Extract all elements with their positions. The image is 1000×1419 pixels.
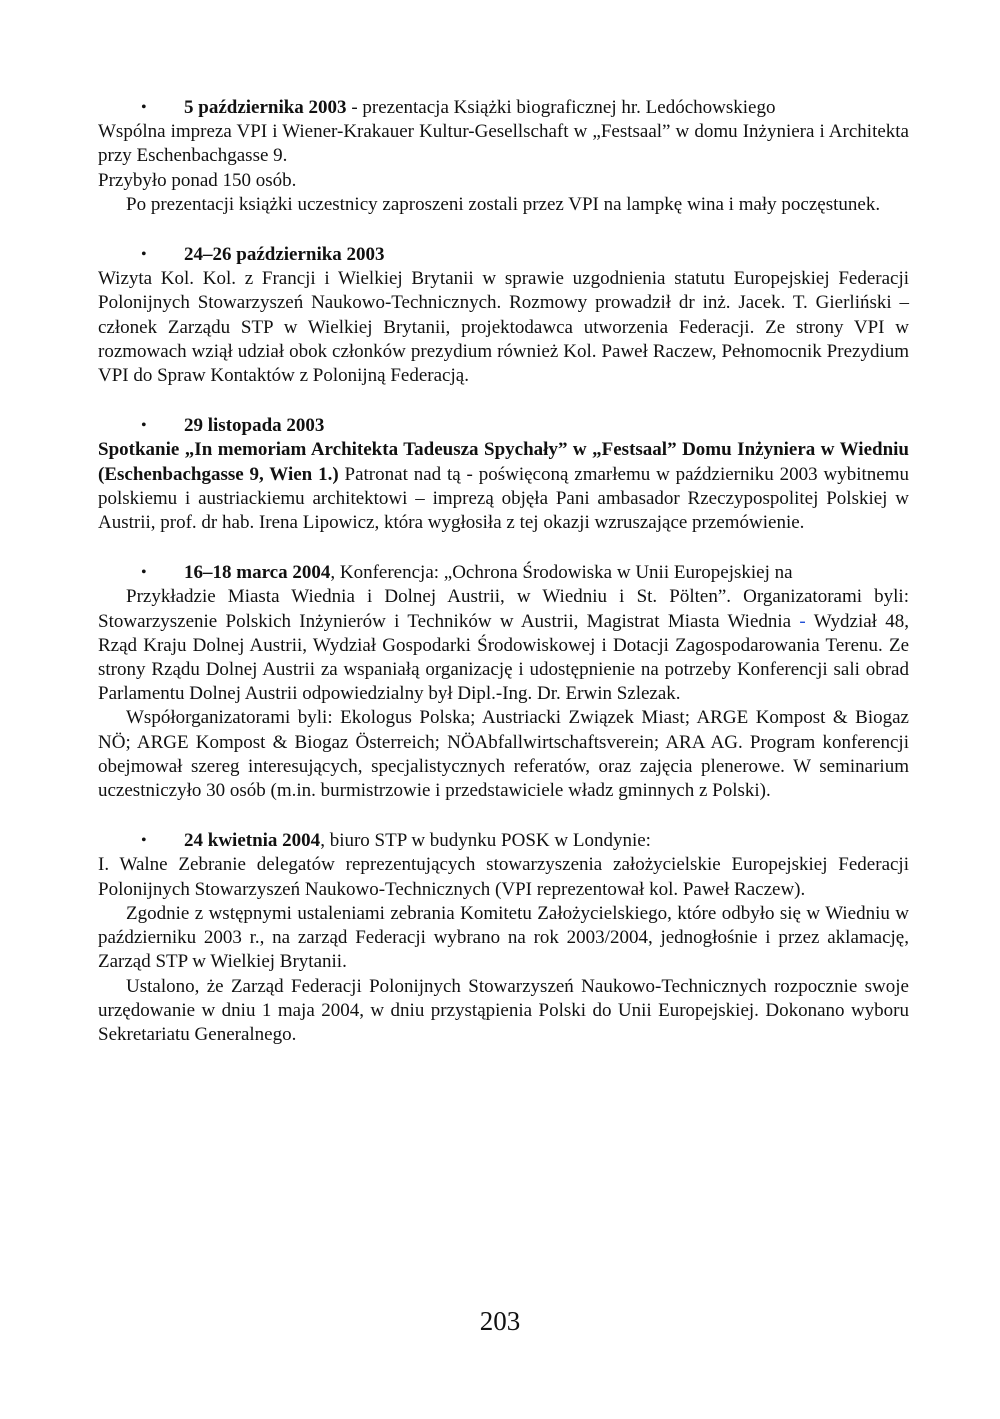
event-date: 24 kwietnia 2004 — [184, 830, 321, 852]
event-title: Spotkanie „In memoriam Architekta Tadeusza Spychały” w „Festsaal” Domu Inżyniera w Wiedniu (Eschenbachgasse 9, Wien 1.) — [98, 439, 909, 485]
event-heading — [98, 243, 909, 267]
paragraph: Wizyta Kol. Kol. z Francji i Wielkiej Brytanii w sprawie uzgodnienia statutu Europejskiej Federacji Polonijnych Stowarzyszeń Naukowo-Technicznych. Rozmowy prowadził dr inż. Jacek. T. Gierliński – członek Zarządu STP w Wielkiej Brytanii, projektodawca utworzenia Federacji. Ze strony VPI w rozmowach wziął udział obok członków prezydium również Kol. Paweł Raczew, Pełnomocnik Prezydium VPI do Spraw Kontaktów z Polonijną Federacją. — [98, 268, 909, 387]
paragraph — [98, 438, 909, 535]
event-heading — [98, 414, 909, 438]
bullet-icon: • — [141, 417, 147, 435]
paragraph-text: Przykładzie Miasta Wiednia i Dolnej Austrii, w Wiedniu i St. Pölten”. Organizatorami byli: Stowarzyszenie Polskich Inżynierów i Techników w Austrii, Magistrat Miasta Wiednia — [98, 586, 909, 632]
paragraph: Ustalono, że Zarząd Federacji Polonijnych Stowarzyszeń Naukowo-Technicznych rozpocznie swoje urzędowanie w dniu 1 maja 2004, w dniu przystąpienia Polski do Unii Europejskiej. Dokonano wyboru Sekretariatu Generalnego. — [98, 975, 909, 1045]
paragraph: Zgodnie z wstępnymi ustaleniami zebrania Komitetu Założycielskiego, które odbyło się w Wiedniu w październiku 2003 r., na zarząd Federacji wybrano na rok 2003/2004, jednogłośnie i przez aklamację, Zarząd STP w Wielkiej Brytanii. — [98, 902, 909, 973]
event-date: 5 października 2003 — [184, 97, 347, 118]
event-entry — [98, 829, 909, 1047]
paragraph-text: Wydział 48, Rząd Kraju Dolnej Austrii, Wydział Gospodarki Środowiskowej i Dotacji Zagospodarowania Terenu. Ze strony Rządu Dolnej Austrii za wspaniałą organizację i udostępnienie na potrzeby Konferencji sali obrad Parlamentu Dolnej Austrii odpowiedzialny był Dipl.-Ing. Dr. Erwin Szlezak. — [98, 610, 910, 705]
event-title: - prezentacja Książki biograficznej hr. Ledóchowskiego — [346, 97, 776, 118]
page-number: 203 — [479, 1306, 521, 1336]
event-date: 16–18 marca 2004 — [184, 562, 331, 584]
paragraph — [98, 585, 909, 706]
bullet-icon: • — [141, 246, 147, 264]
event-title: , biuro STP w budynku POSK w Londynie: — [320, 830, 651, 852]
paragraph: Przybyło ponad 150 osób. — [98, 169, 297, 191]
event-title: , Konferencja: „Ochrona Środowiska w Unii Europejskiej na — [330, 562, 793, 584]
paragraph: Po prezentacji książki uczestnicy zaproszeni zostali przez VPI na lampkę wina i mały poczęstunek. — [126, 193, 881, 215]
event-heading — [98, 96, 909, 120]
document-page — [98, 96, 909, 1073]
event-entry — [98, 96, 909, 217]
paragraph-text: Patronat nad tą - poświęconą zmarłemu w październiku 2003 wybitnemu polskiemu i austriackiemu architektowi – imprezą objęła Pani ambasador Rzeczypospolitej Polskiej w Austrii, prof. dr hab. Irena Lipowicz, która wygłosiła z tej okazji wzruszające przemówienie. — [98, 463, 909, 534]
event-date: 29 listopada 2003 — [184, 415, 325, 437]
event-entry — [98, 414, 909, 535]
bullet-icon: • — [141, 564, 147, 582]
bullet-icon: • — [141, 832, 147, 850]
paragraph: I. Walne Zebranie delegatów reprezentujących stowarzyszenia założycielskie Europejskiej Federacji Polonijnych Stowarzyszeń Naukowo-Technicznych (VPI reprezentował kol. Paweł Raczew). — [98, 854, 909, 900]
event-entry — [98, 561, 909, 803]
event-heading — [98, 829, 909, 853]
paragraph: Współorganizatorami byli: Ekologus Polska; Austriacki Związek Miast; ARGE Kompost & Biogaz NÖ; ARGE Kompost & Biogaz Österreich; NÖAbfallwirtschaftsverein; ARA AG. Program konferencji obejmował szereg interesujących, specjalistycznych referatów, oraz zajęcia plenerowe. W seminarium uczestniczyło 30 osób (m.in. burmistrzowie i przedstawiciele władz gminnych z Polski). — [98, 707, 909, 802]
event-heading — [98, 561, 909, 585]
event-date: 24–26 października 2003 — [184, 244, 385, 266]
event-entry — [98, 243, 909, 388]
paragraph: Wspólna impreza VPI i Wiener-Krakauer Kultur-Gesellschaft w „Festsaal” w domu Inżyniera i Architekta przy Eschenbachgasse 9. — [98, 121, 909, 167]
dash-mark: - — [799, 610, 806, 632]
bullet-icon: • — [141, 99, 147, 116]
